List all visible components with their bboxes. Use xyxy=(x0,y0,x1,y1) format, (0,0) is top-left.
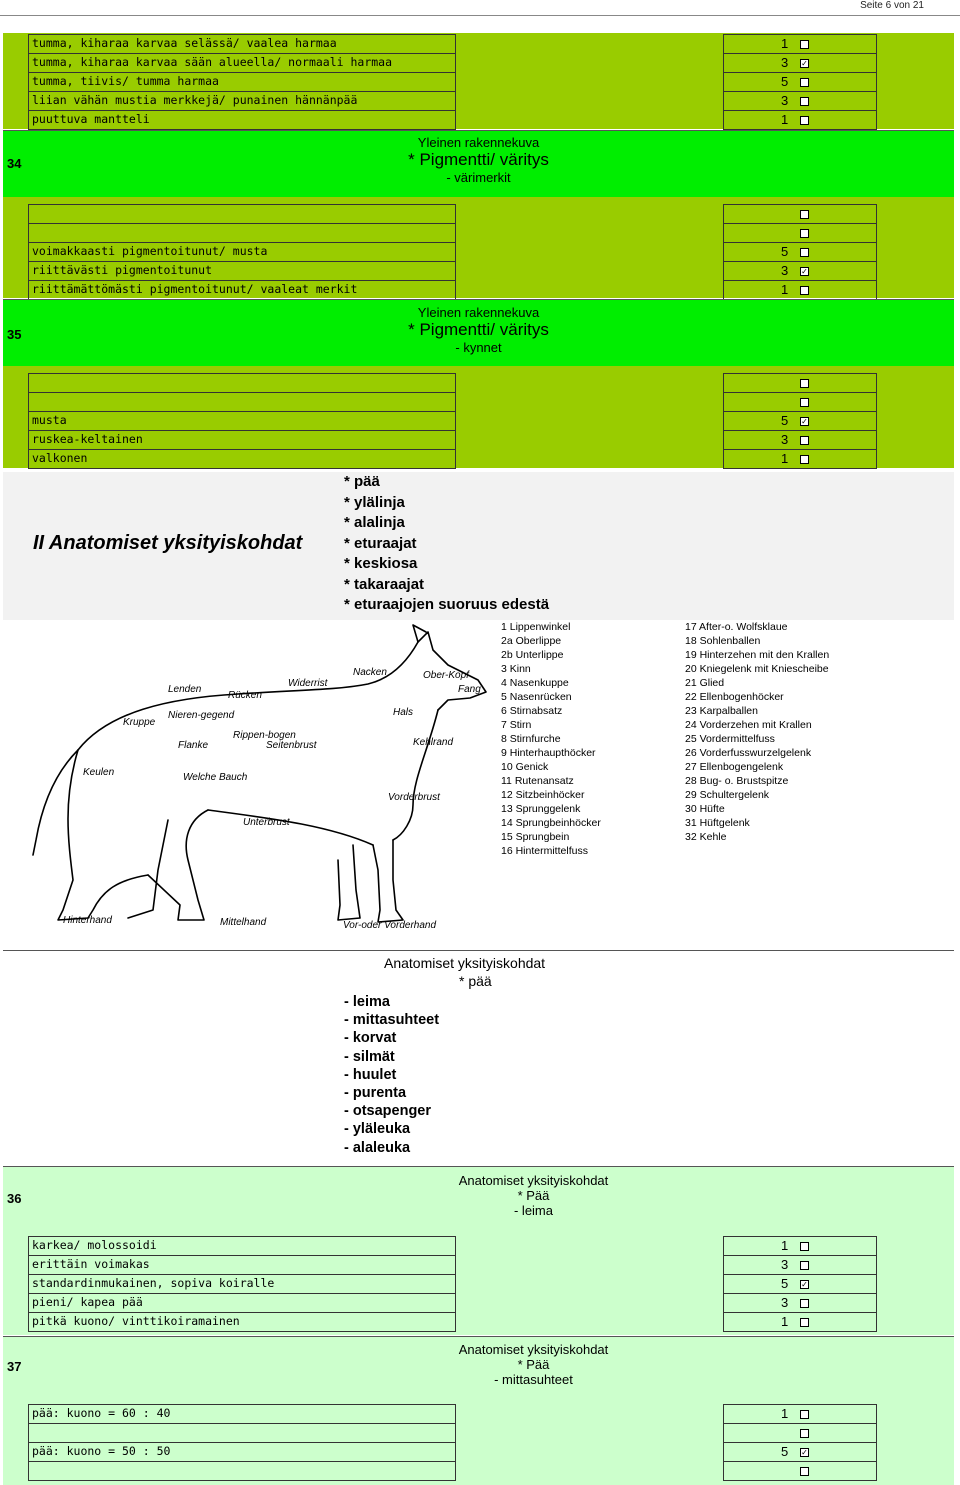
section-number: 35 xyxy=(7,327,22,342)
dog-label: Unterbrust xyxy=(243,817,290,828)
score-value: 5 xyxy=(781,244,789,259)
score-checkbox[interactable] xyxy=(800,286,809,295)
score-row xyxy=(724,73,876,92)
score-row xyxy=(724,1462,876,1480)
section-37-options xyxy=(3,1401,954,1485)
dog-label: Flanke xyxy=(178,740,209,751)
dog-label: Lenden xyxy=(168,684,202,695)
section-35-header xyxy=(3,299,954,367)
section-title xyxy=(3,135,954,185)
option-label: tumma, kiharaa karvaa selässä/ vaalea harmaa xyxy=(29,35,455,54)
score-checkbox[interactable] xyxy=(800,1261,809,1270)
title-line-3: - leima xyxy=(513,1203,553,1218)
option-label: valkonen xyxy=(32,451,88,465)
section-34-scores xyxy=(723,204,877,300)
head-details-list xyxy=(344,993,439,1157)
score-value: 3 xyxy=(781,432,789,447)
legend-item: 22 Ellenbogenhöcker xyxy=(685,691,784,703)
anatomy-parts-list xyxy=(344,472,549,616)
option-label xyxy=(29,1462,455,1480)
legend-item: 4 Nasenkuppe xyxy=(501,677,569,689)
dog-label: Fang xyxy=(458,684,481,695)
score-value: 3 xyxy=(781,1295,789,1310)
section-34-labels xyxy=(28,204,456,300)
score-row xyxy=(724,35,876,54)
score-row xyxy=(724,281,876,299)
section-36-header xyxy=(3,1166,954,1234)
score-checkbox[interactable] xyxy=(800,229,809,238)
legend-item: 16 Hintermittelfuss xyxy=(501,845,588,857)
page-number: Seite 6 von 21 xyxy=(860,0,924,11)
option-label: pitkä kuono/ vinttikoiramainen xyxy=(32,1314,240,1328)
dog-label: Rücken xyxy=(228,690,262,701)
section-37-labels xyxy=(28,1404,456,1481)
score-row xyxy=(724,1237,876,1256)
legend-item: 26 Vorderfusswurzelgelenk xyxy=(685,747,812,759)
score-value: 3 xyxy=(781,263,789,278)
title-line-2: * Pää xyxy=(517,1357,550,1372)
score-checkbox[interactable] xyxy=(800,1410,809,1419)
score-checkbox[interactable] xyxy=(800,210,809,219)
score-value: 5 xyxy=(781,1276,789,1291)
section-number: 37 xyxy=(7,1359,22,1374)
score-checkbox[interactable]: ✓ xyxy=(801,417,808,426)
score-checkbox[interactable] xyxy=(800,248,809,257)
option-label: ruskea-keltainen xyxy=(29,431,455,450)
score-checkbox[interactable] xyxy=(800,1242,809,1251)
score-row xyxy=(724,1313,876,1331)
score-value: 1 xyxy=(781,451,789,466)
legend-item: 32 Kehle xyxy=(685,831,727,843)
score-value: 5 xyxy=(781,74,789,89)
section-36-options xyxy=(3,1233,954,1335)
option-label: riittämättömästi pigmentoitunut/ vaaleat merkit xyxy=(32,282,358,296)
score-row xyxy=(724,450,876,468)
option-label xyxy=(29,224,455,243)
score-checkbox[interactable]: ✓ xyxy=(801,1280,808,1289)
score-row xyxy=(724,224,876,243)
dog-label: Rippen-bogen xyxy=(233,730,296,741)
section-35-options xyxy=(3,366,954,468)
head-detail-item: - yläleuka xyxy=(344,1121,411,1138)
dog-label: Ober-Kopf xyxy=(423,670,469,681)
head-details-title: Anatomiset yksityiskohdat xyxy=(384,955,546,971)
legend-item: 30 Hüfte xyxy=(685,803,725,815)
head-detail-item: - silmät xyxy=(344,1048,395,1065)
score-row xyxy=(724,54,876,73)
dog-label: Nacken xyxy=(353,667,387,678)
section-33-options xyxy=(3,33,954,129)
option-label xyxy=(29,393,455,412)
title-line-1: Anatomiset yksityiskohdat xyxy=(458,1342,609,1357)
title-line-2: * Pigmentti/ väritys xyxy=(408,320,549,339)
part-item: * pää xyxy=(344,473,380,490)
section-title xyxy=(3,305,954,355)
score-row xyxy=(724,243,876,262)
option-label: pää: kuono = 50 : 50 xyxy=(29,1443,455,1462)
legend-item: 24 Vorderzehen mit Krallen xyxy=(685,719,812,731)
score-row xyxy=(724,205,876,224)
title-line-3: - kynnet xyxy=(455,340,502,355)
dog-label: Widerrist xyxy=(288,678,328,689)
score-checkbox[interactable] xyxy=(800,1429,809,1438)
legend-item: 2b Unterlippe xyxy=(501,649,564,661)
option-label: puuttuva mantteli xyxy=(32,112,150,126)
score-value: 5 xyxy=(781,1444,789,1459)
title-line-1: Yleinen rakennekuva xyxy=(417,305,540,320)
option-label: tumma, tiivis/ tumma harmaa xyxy=(29,73,455,92)
option-label: riittävästi pigmentoitunut xyxy=(29,262,455,281)
score-checkbox[interactable] xyxy=(800,116,809,125)
legend-item: 20 Kniegelenk mit Kniescheibe xyxy=(685,663,829,675)
anatomy-intro xyxy=(3,472,954,620)
option-label: karkea/ molossoidi xyxy=(29,1237,455,1256)
score-row xyxy=(724,431,876,450)
head-details-subtitle: * pää xyxy=(459,973,492,989)
legend-item: 9 Hinterhaupthöcker xyxy=(501,747,596,759)
score-checkbox[interactable] xyxy=(800,1318,809,1327)
score-row xyxy=(724,1275,876,1294)
part-item: * eturaajat xyxy=(344,534,417,552)
head-detail-item: - otsapenger xyxy=(344,1103,432,1120)
title-line-1: Yleinen rakennekuva xyxy=(417,135,540,150)
part-item: * takaraajat xyxy=(344,575,425,593)
option-label: tumma, kiharaa karvaa sään alueella/ normaali harmaa xyxy=(29,54,455,73)
legend-item: 23 Karpalballen xyxy=(685,705,758,717)
legend-item: 31 Hüftgelenk xyxy=(685,817,750,829)
score-checkbox[interactable] xyxy=(800,1299,809,1308)
score-value: 1 xyxy=(781,112,789,127)
head-detail-item: - mittasuhteet xyxy=(344,1012,440,1029)
score-checkbox[interactable] xyxy=(800,379,809,388)
section-36-labels xyxy=(28,1236,456,1332)
score-value: 3 xyxy=(781,55,789,70)
legend-item: 1 Lippenwinkel xyxy=(501,621,571,633)
option-label: standardinmukainen, sopiva koiralle xyxy=(29,1275,455,1294)
section-title xyxy=(58,1342,960,1387)
head-details-block xyxy=(3,950,954,1166)
score-row xyxy=(724,1294,876,1313)
option-label: pää: kuono = 60 : 40 xyxy=(29,1405,455,1424)
score-row xyxy=(724,1424,876,1443)
title-line-3: - mittasuhteet xyxy=(494,1372,573,1387)
part-item: * ylälinja xyxy=(344,493,405,511)
legend-item: 5 Nasenrücken xyxy=(501,691,572,703)
head-detail-item: - alaleuka xyxy=(344,1139,411,1156)
option-label: erittäin voimakas xyxy=(29,1256,455,1275)
legend-right xyxy=(685,620,829,844)
score-row xyxy=(724,111,876,129)
score-checkbox[interactable]: ✓ xyxy=(801,267,808,276)
dog-label: Mittelhand xyxy=(220,917,267,928)
option-label xyxy=(29,1424,455,1443)
dog-label: Vor-oder Vorderhand xyxy=(343,920,437,931)
dog-label: Hinterhand xyxy=(63,915,112,926)
score-value: 1 xyxy=(781,1406,789,1421)
section-37-header xyxy=(3,1336,954,1402)
legend-item: 14 Sprungbeinhöcker xyxy=(501,817,601,829)
dog-label: Kruppe xyxy=(123,717,156,728)
score-row xyxy=(724,1443,876,1462)
head-detail-item: - leima xyxy=(344,994,390,1010)
dog-label: Hals xyxy=(393,707,414,718)
score-value: 3 xyxy=(781,93,789,108)
legend-item: 19 Hinterzehen mit den Krallen xyxy=(685,649,830,661)
score-value: 5 xyxy=(781,413,789,428)
score-row xyxy=(724,1256,876,1275)
dog-label: Vorderbrust xyxy=(388,792,440,803)
head-detail-item: - huulet xyxy=(344,1066,397,1083)
title-line-2: * Pigmentti/ väritys xyxy=(408,150,549,169)
legend-item: 2a Oberlippe xyxy=(501,635,562,647)
score-row xyxy=(724,393,876,412)
legend-left xyxy=(501,620,601,858)
part-item: * eturaajojen suoruus edestä xyxy=(344,596,550,613)
dog-label: Nieren-gegend xyxy=(168,710,235,721)
option-label: voimakkaasti pigmentoitunut/ musta xyxy=(29,243,455,262)
legend-item: 12 Sitzbeinhöcker xyxy=(501,789,585,801)
dog-label: Keulen xyxy=(83,767,115,778)
score-row xyxy=(724,1405,876,1424)
section-36-scores xyxy=(723,1236,877,1332)
section-33-labels xyxy=(28,34,456,130)
legend-item: 10 Genick xyxy=(501,761,549,773)
part-item: * alalinja xyxy=(344,514,405,531)
score-checkbox[interactable] xyxy=(800,436,809,445)
score-checkbox[interactable] xyxy=(800,1467,809,1476)
title-line-2: * Pää xyxy=(517,1188,550,1203)
legend-item: 11 Rutenansatz xyxy=(501,775,574,787)
legend-item: 25 Vordermittelfuss xyxy=(685,733,775,745)
score-checkbox[interactable] xyxy=(800,398,809,407)
dog-drawing xyxy=(8,620,498,940)
option-label: pieni/ kapea pää xyxy=(29,1294,455,1313)
section-number: 34 xyxy=(7,156,22,171)
legend-item: 28 Bug- o. Brustspitze xyxy=(685,775,789,787)
score-row xyxy=(724,92,876,111)
dog-anatomy-figure xyxy=(3,620,954,950)
score-row xyxy=(724,374,876,393)
legend-item: 15 Sprungbein xyxy=(501,831,570,843)
option-label: musta xyxy=(29,412,455,431)
legend-item: 17 After-o. Wolfsklaue xyxy=(685,621,788,633)
part-item: * keskiosa xyxy=(344,555,418,572)
legend-item: 6 Stirnabsatz xyxy=(501,705,563,717)
section-title xyxy=(58,1173,960,1218)
legend-item: 8 Stirnfurche xyxy=(501,733,561,745)
score-row xyxy=(724,262,876,281)
section-37-scores xyxy=(723,1404,877,1481)
score-checkbox[interactable] xyxy=(800,78,809,87)
section-number: 36 xyxy=(7,1191,22,1206)
section-34-header xyxy=(3,130,954,198)
legend-item: 29 Schultergelenk xyxy=(685,789,770,801)
option-label xyxy=(29,374,455,393)
score-checkbox[interactable]: ✓ xyxy=(801,1448,808,1457)
score-checkbox[interactable] xyxy=(800,40,809,49)
section-35-scores xyxy=(723,373,877,469)
score-checkbox[interactable] xyxy=(800,97,809,106)
dog-label: Seitenbrust xyxy=(266,740,317,751)
score-checkbox[interactable]: ✓ xyxy=(801,59,808,68)
legend-item: 18 Sohlenballen xyxy=(685,635,761,647)
score-row xyxy=(724,412,876,431)
page-top-rule xyxy=(0,15,960,16)
score-value: 3 xyxy=(781,1257,789,1272)
legend-item: 27 Ellenbogengelenk xyxy=(685,761,784,773)
section-34-options xyxy=(3,197,954,298)
anatomy-title: II Anatomiset yksityiskohdat xyxy=(33,532,303,554)
dog-label: Kehlrand xyxy=(413,737,454,748)
legend-item: 3 Kinn xyxy=(501,663,531,675)
option-label xyxy=(29,205,455,224)
section-33-scores xyxy=(723,34,877,130)
score-value: 1 xyxy=(781,282,789,297)
score-value: 1 xyxy=(781,36,789,51)
title-line-3: - värimerkit xyxy=(446,170,511,185)
option-label: liian vähän mustia merkkejä/ punainen hännänpää xyxy=(29,92,455,111)
head-detail-item: - purenta xyxy=(344,1085,407,1102)
section-35-labels xyxy=(28,373,456,469)
legend-item: 7 Stirn xyxy=(501,719,532,731)
head-detail-item: - korvat xyxy=(344,1030,397,1047)
score-checkbox[interactable] xyxy=(800,455,809,464)
legend-item: 13 Sprunggelenk xyxy=(501,803,581,815)
title-line-1: Anatomiset yksityiskohdat xyxy=(458,1173,609,1188)
dog-label: Welche Bauch xyxy=(183,772,248,783)
score-value: 1 xyxy=(781,1314,789,1329)
legend-item: 21 Glied xyxy=(685,677,725,689)
score-value: 1 xyxy=(781,1238,789,1253)
